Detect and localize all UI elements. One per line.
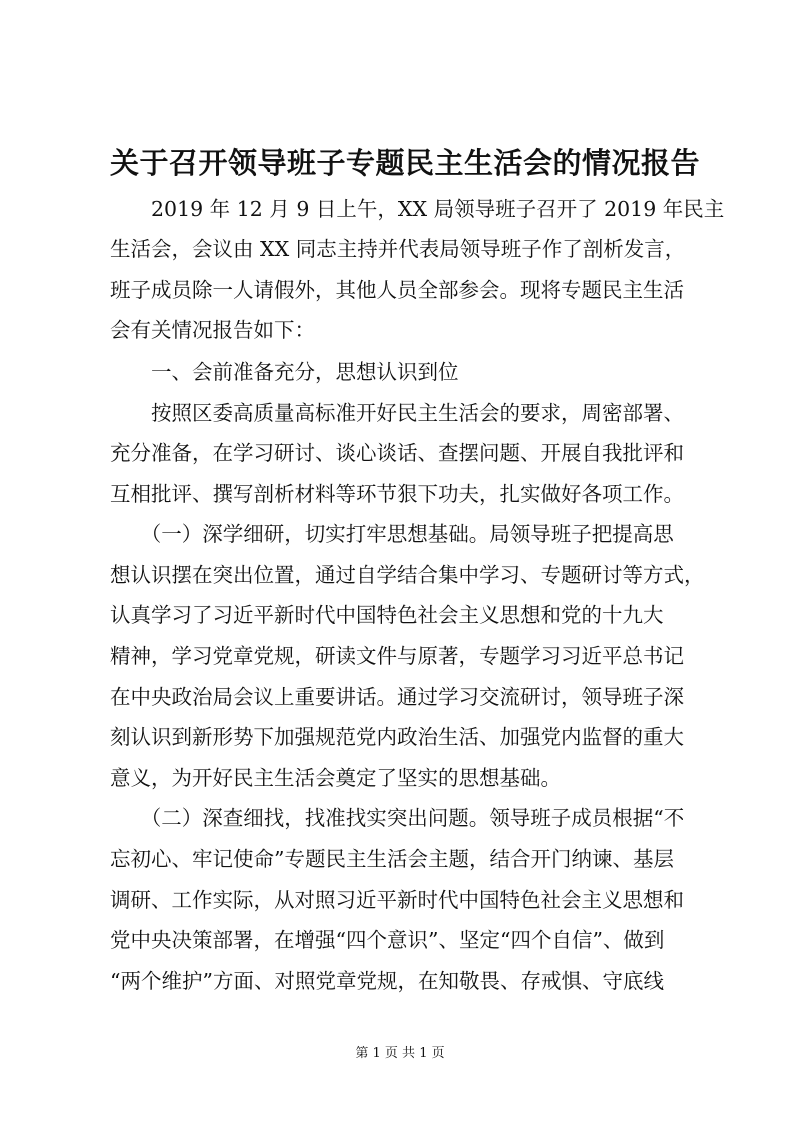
body-line: 想认识摆在突出位置，通过自学结合集中学习、专题研讨等方式，	[110, 563, 705, 587]
section-heading: 一、会前准备充分，思想认识到位	[110, 360, 459, 384]
body-line: 会有关情况报告如下：	[110, 318, 315, 342]
body-line: 忘初心、牢记使命”专题民主生活会主题，结合开门纳谏、基层	[110, 847, 674, 871]
body-line: 在中央政治局会议上重要讲话。通过学习交流研讨，领导班子深	[110, 685, 684, 709]
body-line: 精神，学习党章党规，研读文件与原著，专题学习习近平总书记	[110, 644, 684, 668]
body-line: 充分准备，在学习研讨、谈心谈话、查摆问题、开展自我批评和	[110, 441, 684, 465]
body-line: （二）深查细找，找准找实突出问题。领导班子成员根据“不	[110, 806, 685, 830]
body-line: 班子成员除一人请假外，其他人员全部参会。现将专题民主生活	[110, 278, 684, 302]
body-line: 按照区委高质量高标准开好民主生活会的要求，周密部署、	[110, 401, 684, 425]
body-line: （一）深学细研，切实打牢思想基础。局领导班子把提高思	[110, 522, 674, 546]
body-line: “两个维护”方面、对照党章党规，在知敬畏、存戒惧、守底线	[110, 969, 664, 993]
body-line: 2019 年 12 月 9 日上午，XX 局领导班子召开了 2019 年民主	[110, 197, 725, 221]
body-line: 生活会，会议由 XX 同志主持并代表局领导班子作了剖析发言，	[110, 237, 686, 261]
page-number-footer: 第 1 页 共 1 页	[355, 1046, 445, 1061]
body-line: 刻认识到新形势下加强规范党内政治生活、加强党内监督的重大	[110, 725, 684, 749]
body-line: 认真学习了习近平新时代中国特色社会主义思想和党的十九大	[110, 603, 664, 627]
body-line: 意义，为开好民主生活会奠定了坚实的思想基础。	[110, 766, 561, 790]
body-line: 党中央决策部署，在增强“四个意识”、坚定“四个自信”、做到	[110, 928, 665, 952]
body-line: 互相批评、撰写剖析材料等环节狠下功夫，扎实做好各项工作。	[110, 482, 684, 506]
document-title: 关于召开领导班子专题民主生活会的情况报告	[110, 146, 701, 180]
body-line: 调研、工作实际，从对照习近平新时代中国特色社会主义思想和	[110, 888, 684, 912]
